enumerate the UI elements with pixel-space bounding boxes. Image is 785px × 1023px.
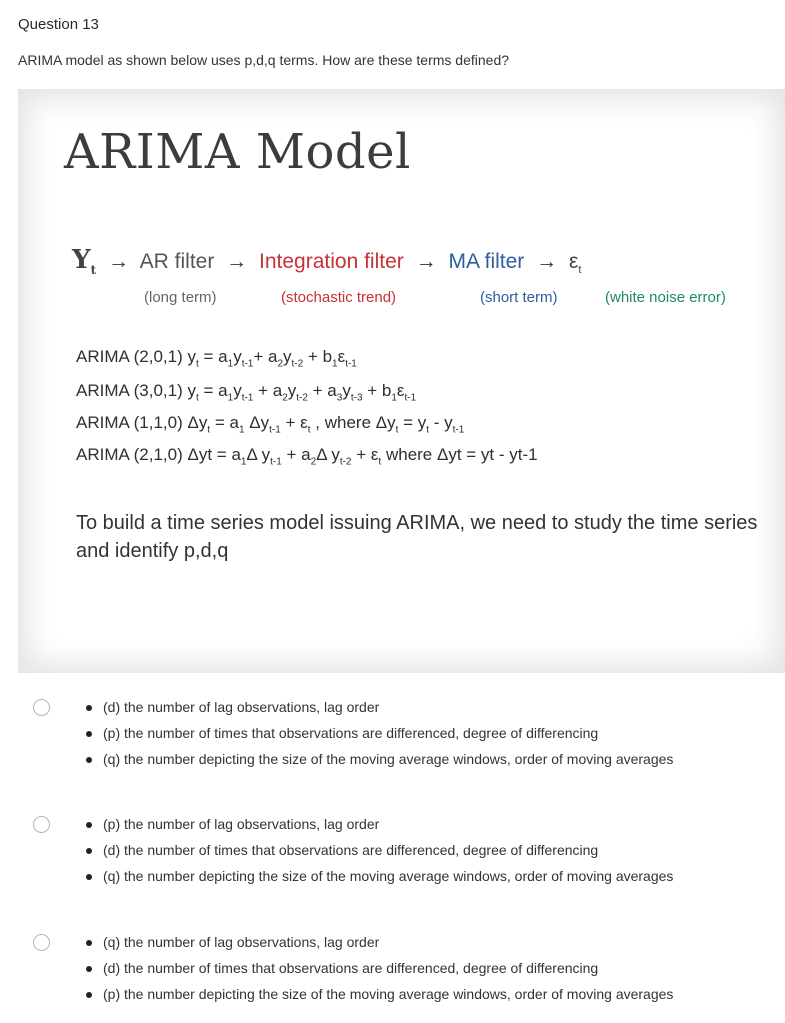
arrow-icon: →	[536, 250, 558, 273]
long-term-label: (long term)	[144, 289, 217, 306]
stochastic-trend-label: (stochastic trend)	[281, 289, 397, 306]
list-item: (d) the number of lag observations, lag order	[85, 698, 673, 724]
y-t-symbol: $Y_t$	[72, 245, 97, 278]
epsilon-label: $\varepsilon_t$	[569, 250, 582, 277]
option-list	[85, 933, 673, 1011]
figure-caption: To build a time series model issuing ARIMA, we need to study the time series and identify p,d,q	[76, 512, 758, 562]
option-list	[85, 698, 673, 776]
list-item: (q) the number of lag observations, lag order	[85, 933, 673, 959]
list-item: (p) the number depicting the size of the moving average windows, order of moving averages	[85, 985, 673, 1011]
figure-title: ARIMA Model	[64, 124, 411, 180]
integration-filter-label: Integration filter	[259, 250, 404, 273]
list-item: (p) the number of times that observations are differenced, degree of differencing	[85, 724, 673, 750]
question-text: ARIMA model as shown below uses p,d,q terms. How are these terms defined?	[18, 52, 510, 68]
list-item: (q) the number depicting the size of the moving average windows, order of moving averages	[85, 750, 673, 776]
short-term-label: (short term)	[480, 289, 558, 306]
radio-button[interactable]	[33, 934, 50, 951]
ar-filter-label: AR filter	[139, 250, 215, 273]
arrow-icon: →	[226, 250, 248, 273]
equation-arima-210: ARIMA (2,1,0) $\Delta yt = a_1\Delta$ $y_{t-1} + a_2\Delta$ $y_{t-2} + \varepsilon_t$ where Δyt = yt - yt-1	[76, 445, 538, 468]
list-item: (q) the number depicting the size of the moving average windows, order of moving averages	[85, 867, 673, 893]
white-noise-label: (white noise error)	[605, 289, 726, 306]
filter-chain	[72, 245, 581, 277]
list-item: (d) the number of times that observations are differenced, degree of differencing	[85, 959, 673, 985]
equation-arima-110: ARIMA (1,1,0) $\Delta y_t = a_1$ $\Delta y_{t-1} + \varepsilon_t$ , where $\Delta y_t = y_t - y_{t-1}$	[76, 413, 465, 436]
list-item: (d) the number of times that observations are differenced, degree of differencing	[85, 841, 673, 867]
arrow-icon: →	[107, 250, 129, 273]
question-title: Question 13	[18, 16, 99, 33]
equation-arima-201: ARIMA (2,0,1) $y_t = a_1y_{t-1}+ a_2y_{t-2} + b_1\varepsilon_{t-1}$	[76, 347, 357, 370]
radio-button[interactable]	[33, 816, 50, 833]
ma-filter-label: MA filter	[448, 250, 525, 273]
radio-button[interactable]	[33, 699, 50, 716]
list-item: (p) the number of lag observations, lag order	[85, 815, 673, 841]
arima-figure	[18, 89, 785, 673]
arrow-icon: →	[415, 250, 437, 273]
option-list	[85, 815, 673, 893]
equation-arima-301: ARIMA (3,0,1) $y_t = a_1y_{t-1} + a_2y_{t-2} + a_3y_{t-3} + b_1\varepsilon_{t-1}$	[76, 381, 417, 404]
